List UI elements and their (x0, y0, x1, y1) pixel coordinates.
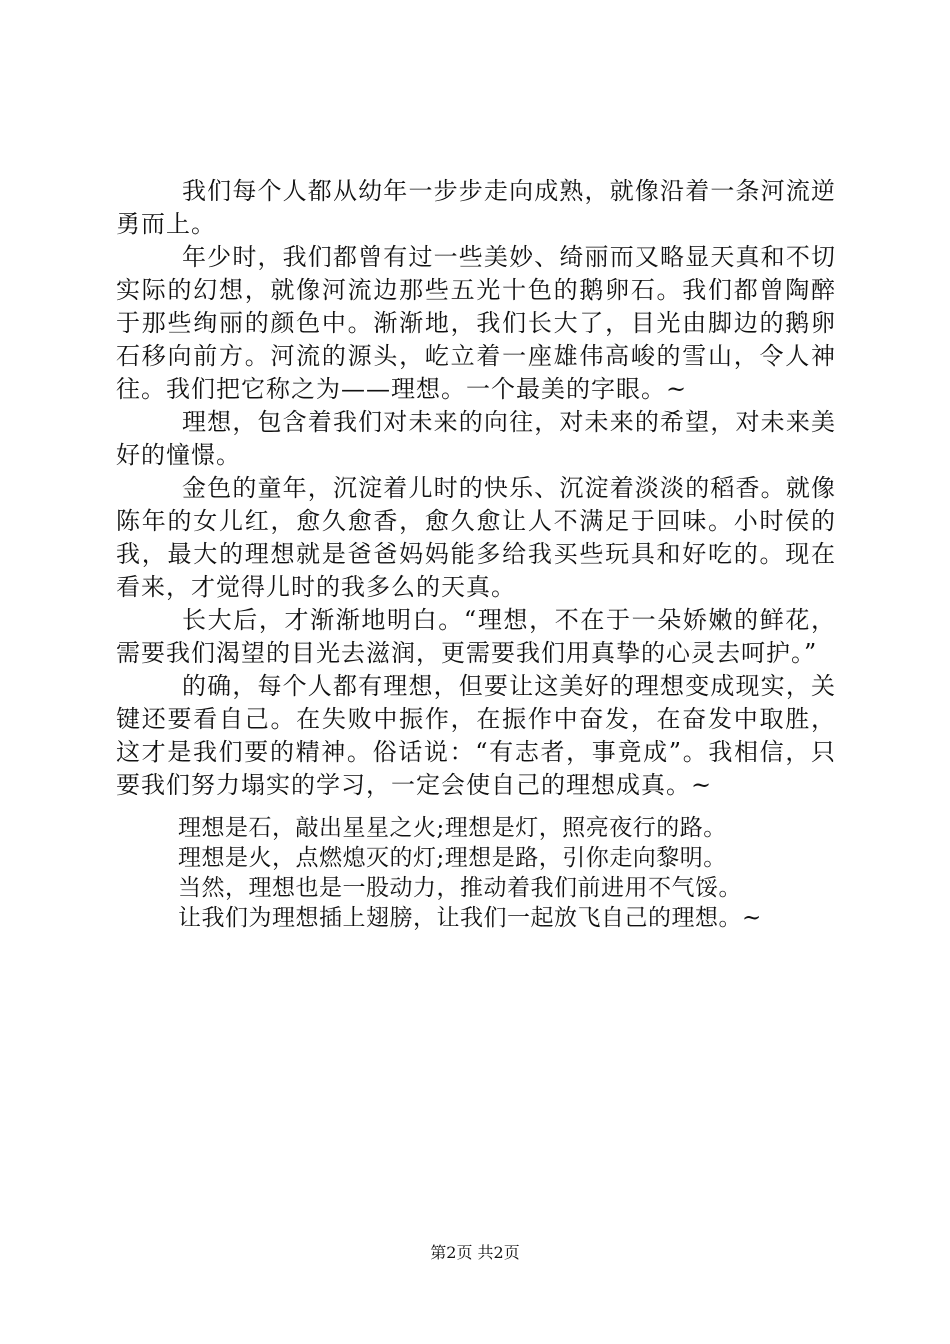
page-number: 第2页 共2页 (430, 1243, 520, 1262)
poem-block (178, 813, 838, 933)
paragraph: 长大后，才渐渐地明白。“理想，不在于一朵娇嫩的鲜花，需要我们渴望的目光去滋润，更需要我们用真挚的心灵去呵护。” (116, 606, 836, 667)
poem-line: 理想是石，敲出星星之火;理想是灯，照亮夜行的路。 (178, 815, 727, 841)
poem-line: 理想是火，点燃熄灭的灯;理想是路，引你走向黎明。 (178, 845, 727, 871)
paragraph: 我们每个人都从幼年一步步走向成熟，就像沿着一条河流逆勇而上。 (116, 177, 836, 238)
paragraph: 理想，包含着我们对未来的向往，对未来的希望，对未来美好的憧憬。 (116, 408, 836, 469)
poem-line: 让我们为理想插上翅膀，让我们一起放飞自己的理想。~ (178, 905, 762, 931)
poem-line: 当然，理想也是一股动力，推动着我们前进用不气馁。 (178, 875, 742, 901)
essay-body (116, 175, 836, 802)
paragraph: 的确，每个人都有理想，但要让这美好的理想变成现实，关键还要看自己。在失败中振作，在振作中奋发，在奋发中取胜，这才是我们要的精神。俗话说：“有志者，事竟成”。我相信，只要我们努力塌实的学习，一定会使自己的理想成真。~ (116, 672, 836, 799)
paragraph: 年少时，我们都曾有过一些美妙、绮丽而又略显天真和不切实际的幻想，就像河流边那些五光十色的鹅卵石。我们都曾陶醉于那些绚丽的颜色中。渐渐地，我们长大了，目光由脚边的鹅卵石移向前方。河流的源头，屹立着一座雄伟高峻的雪山，令人神往。我们把它称之为——理想。一个最美的字眼。~ (116, 243, 836, 403)
paragraph: 金色的童年，沉淀着儿时的快乐、沉淀着淡淡的稻香。就像陈年的女儿红，愈久愈香，愈久愈让人不满足于回味。小时侯的我，最大的理想就是爸爸妈妈能多给我买些玩具和好吃的。现在看来，才觉得儿时的我多么的天真。 (116, 474, 836, 601)
page-footer (0, 1243, 950, 1263)
